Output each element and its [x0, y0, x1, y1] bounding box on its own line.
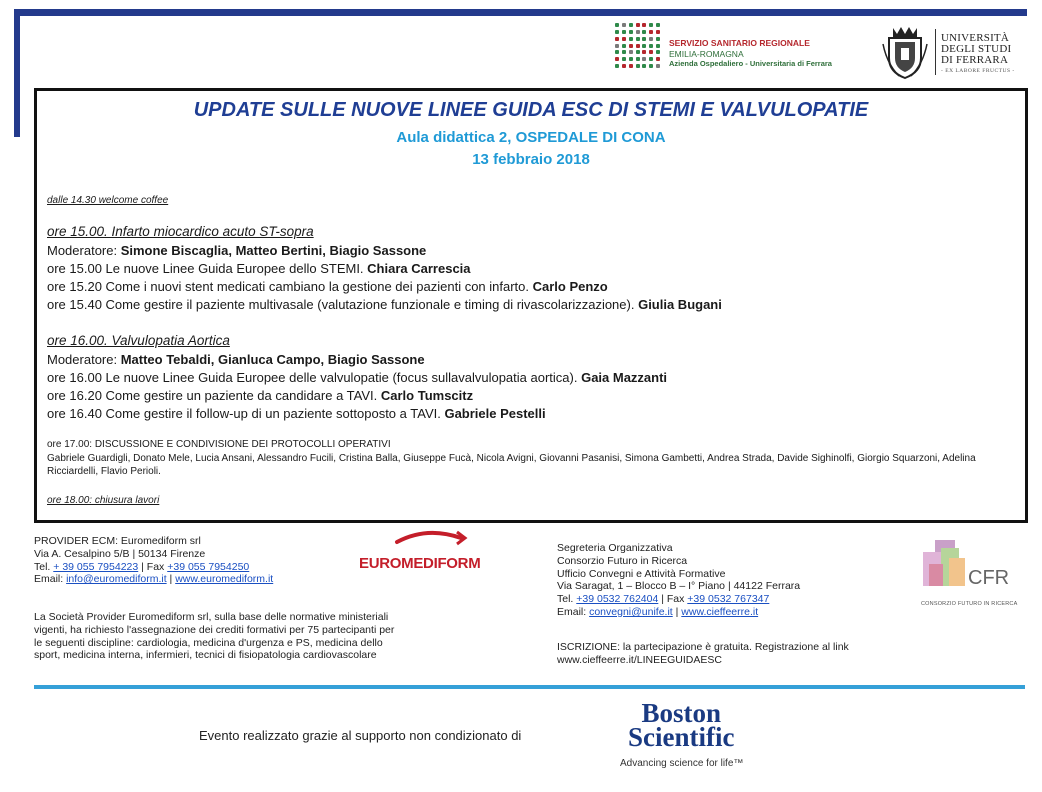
fax-label: | Fax: [138, 560, 168, 573]
logo-dot: [649, 23, 653, 27]
provider-info: [34, 535, 273, 586]
logo-dot: [649, 64, 653, 68]
logo-dot: [615, 30, 619, 34]
talk-text: ore 16.00 Le nuove Linee Guida Europee delle valvulopatie (focus sullavalvulopatia aortica).: [47, 370, 582, 385]
talk-text: ore 16.40 Come gestire il follow-up di un paziente sottoposto a TAVI.: [47, 406, 445, 421]
logo-dot: [656, 64, 660, 68]
secretariat-web-link[interactable]: www.cieffeerre.it: [681, 605, 759, 618]
uni-motto: - EX LABORE FRUCTUS -: [941, 68, 1015, 74]
university-logo-text: [941, 33, 1015, 77]
uni-divider: [935, 29, 936, 75]
euromediform-logo-text: EUROMEDIFORM: [359, 555, 481, 572]
logo-dot: [636, 30, 640, 34]
logo-dot: [622, 50, 626, 54]
logo-dot: [649, 57, 653, 61]
logo-dot: [636, 57, 640, 61]
secretariat-tel-link[interactable]: +39 0532 762404: [576, 593, 659, 606]
moderator-label: Moderatore:: [47, 352, 121, 367]
talk-speaker: Carlo Penzo: [532, 279, 608, 294]
secretariat-email-line: [557, 606, 800, 619]
logo-dot: [649, 30, 653, 34]
provider-web-link[interactable]: www.euromediform.it: [175, 573, 274, 586]
logo-dot: [642, 57, 646, 61]
secretariat-line3: Ufficio Convegni e Attività Formative: [557, 567, 726, 580]
logo-dot: [615, 50, 619, 54]
welcome-coffee: dalle 14.30 welcome coffee: [47, 195, 169, 206]
sponsor-text: Evento realizzato grazie al supporto non condizionato di: [199, 728, 522, 743]
sponsor-name1: Boston: [641, 698, 721, 728]
separator: |: [672, 605, 682, 618]
uni-line2: DEGLI STUDI: [941, 43, 1012, 55]
logo-dot: [622, 57, 626, 61]
boston-scientific-logo: [628, 698, 735, 752]
logo-dot: [642, 23, 646, 27]
logo-dot: [642, 37, 646, 41]
logo-dot: [642, 64, 646, 68]
logo-dot: [629, 57, 633, 61]
university-crest-icon: [881, 24, 929, 80]
talk-speaker: Chiara Carrescia: [367, 261, 471, 276]
logo-dot: [642, 50, 646, 54]
provider-phone-line: [34, 561, 273, 574]
tel-label: Tel.: [34, 560, 54, 573]
logo-dot: [629, 44, 633, 48]
registration-line1: ISCRIZIONE: la partecipazione è gratuita. Registrazione al link: [557, 641, 849, 653]
logo-dot: [629, 23, 633, 27]
logo-dot: [629, 37, 633, 41]
logo-dot: [656, 37, 660, 41]
logo-dot: [656, 23, 660, 27]
talk-line: [47, 279, 608, 294]
secretariat-fax-link[interactable]: +39 0532 767347: [687, 593, 770, 606]
note-line: sport, medicina interna, infermieri, tecnici di fisiopatologia cardiovascolare: [34, 649, 377, 662]
logo-dot: [629, 64, 633, 68]
logo-dot: [629, 50, 633, 54]
moderator-line: [47, 243, 426, 258]
email-label: Email:: [34, 573, 67, 586]
logo-dot: [615, 37, 619, 41]
logo-dot: [622, 30, 626, 34]
logo-dot: [615, 64, 619, 68]
event-location: Aula didattica 2, OSPEDALE DI CONA: [396, 129, 666, 146]
moderator-line: [47, 352, 425, 367]
logo-dot: [649, 37, 653, 41]
divider-line: [34, 685, 1025, 689]
talk-text: ore 15.40 Come gestire il paziente multivasale (valutazione funzionale e timing di rivascolarizzazione).: [47, 297, 639, 312]
talk-line: [47, 370, 667, 385]
talk-speaker: Carlo Tumscitz: [380, 388, 474, 403]
talk-line: [47, 406, 546, 421]
provider-tel-link[interactable]: + 39 055 7954223: [53, 560, 139, 573]
logo-dot: [636, 50, 640, 54]
note-line: La Società Provider Euromediform srl, sulla base delle normative ministeriali: [34, 611, 389, 623]
secretariat-email-link[interactable]: convegni@unife.it: [589, 605, 673, 618]
session-heading: ore 15.00. Infarto miocardico acuto ST-sopra: [47, 224, 314, 239]
ssr-logo-text: [669, 38, 832, 70]
logo-dot: [636, 44, 640, 48]
provider-email-line: [34, 573, 273, 586]
uni-line3: DI FERRARA: [941, 54, 1009, 66]
note-line: le seguenti discipline: cardiologia, medicina d'urgenza e PS, medicina dello: [34, 636, 383, 649]
provider-email-link[interactable]: info@euromediform.it: [66, 573, 167, 586]
sponsor-tagline: Advancing science for life™: [620, 758, 744, 769]
discussion-heading: ore 17.00: DISCUSSIONE E CONDIVISIONE DEI PROTOCOLLI OPERATIVI: [47, 439, 391, 450]
logo-dot: [656, 57, 660, 61]
discussion-participants: Gabriele Guardigli, Donato Mele, Lucia Ansani, Alessandro Fucili, Cristina Balla, Giuseppe Fucà, Nicola Avigni, Giovanni Pasanisi, Simona Gambetti, Andrea Strada, Davide Sighinolfi, Giorgio Squarzoni, Adelina Ricciardelli, Flavio Perioli.: [47, 452, 976, 477]
cfr-caption: CONSORZIO FUTURO IN RICERCA: [921, 601, 1018, 607]
session-heading: ore 16.00. Valvulopatia Aortica: [47, 333, 230, 348]
ssr-logo-icon: [615, 23, 661, 69]
fax-label: | Fax: [658, 593, 688, 606]
logo-dot: [656, 50, 660, 54]
logo-dot: [656, 30, 660, 34]
talk-line: [47, 261, 471, 276]
logo-dot: [649, 44, 653, 48]
provider-line2: Via A. Cesalpino 5/B | 50134 Firenze: [34, 547, 206, 560]
note-line: vigenti, ha richiesto l'assegnazione dei crediti formativi per 75 partecipanti per: [34, 623, 395, 636]
side-bar: [14, 9, 20, 137]
logo-dot: [649, 50, 653, 54]
registration-info: [557, 641, 849, 667]
ssr-line2: EMILIA-ROMAGNA: [669, 48, 744, 59]
registration-line2: www.cieffeerre.it/LINEEGUIDAESC: [557, 653, 722, 666]
logo-dot: [622, 37, 626, 41]
logo-dot: [642, 30, 646, 34]
provider-line1: PROVIDER ECM: Euromediform srl: [34, 535, 201, 547]
moderator-label: Moderatore:: [47, 243, 121, 258]
logo-dot: [615, 23, 619, 27]
ssr-line1: SERVIZIO SANITARIO REGIONALE: [669, 38, 810, 48]
talk-text: ore 15.00 Le nuove Linee Guida Europee dello STEMI.: [47, 261, 368, 276]
logo-dot: [636, 23, 640, 27]
logo-dot: [642, 44, 646, 48]
tel-label: Tel.: [557, 593, 577, 606]
logo-dot: [615, 44, 619, 48]
talk-speaker: Gabriele Pestelli: [444, 406, 546, 421]
secretariat-info: [557, 542, 800, 619]
talk-text: ore 15.20 Come i nuovi stent medicati cambiano la gestione dei pazienti con infarto.: [47, 279, 533, 294]
sponsor-name2: Scientific: [628, 722, 735, 752]
talk-speaker: Gaia Mazzanti: [581, 370, 668, 385]
provider-fax-link[interactable]: +39 055 7954250: [167, 560, 250, 573]
cfr-logo-text: CFR: [968, 567, 1010, 589]
event-date: 13 febbraio 2018: [472, 151, 590, 168]
ssr-line3: Azienda Ospedaliero - Universitaria di Ferrara: [669, 59, 832, 68]
talk-text: ore 16.20 Come gestire un paziente da candidare a TAVI.: [47, 388, 381, 403]
program-box: [34, 88, 1028, 523]
secretariat-line1: Segreteria Organizzativa: [557, 542, 673, 554]
logo-dot: [629, 30, 633, 34]
separator: |: [166, 573, 176, 586]
talk-speaker: Giulia Bugani: [638, 297, 722, 312]
logo-dot: [636, 37, 640, 41]
logo-dot: [636, 64, 640, 68]
talk-line: [47, 388, 473, 403]
event-title: UPDATE SULLE NUOVE LINEE GUIDA ESC DI STEMI E VALVULOPATIE: [193, 99, 869, 121]
top-bar: [14, 9, 1027, 16]
logo-dot: [656, 44, 660, 48]
logo-dot: [622, 64, 626, 68]
moderators: Simone Biscaglia, Matteo Bertini, Biagio Sassone: [120, 243, 427, 258]
logo-dot: [615, 57, 619, 61]
secretariat-line2: Consorzio Futuro in Ricerca: [557, 554, 688, 567]
logo-dot: [622, 44, 626, 48]
email-label: Email:: [557, 605, 590, 618]
secretariat-line4: Via Saragat, 1 – Blocco B – I° Piano | 44122 Ferrara: [557, 580, 801, 593]
discussion-block: [47, 438, 997, 479]
closing-line: ore 18.00: chiusura lavori: [47, 495, 160, 506]
uni-line1: UNIVERSITÀ: [941, 32, 1009, 44]
logo-dot: [622, 23, 626, 27]
provider-note: [34, 611, 394, 662]
secretariat-phone-line: [557, 593, 800, 606]
talk-line: [47, 297, 722, 312]
moderators: Matteo Tebaldi, Gianluca Campo, Biagio Sassone: [120, 352, 425, 367]
